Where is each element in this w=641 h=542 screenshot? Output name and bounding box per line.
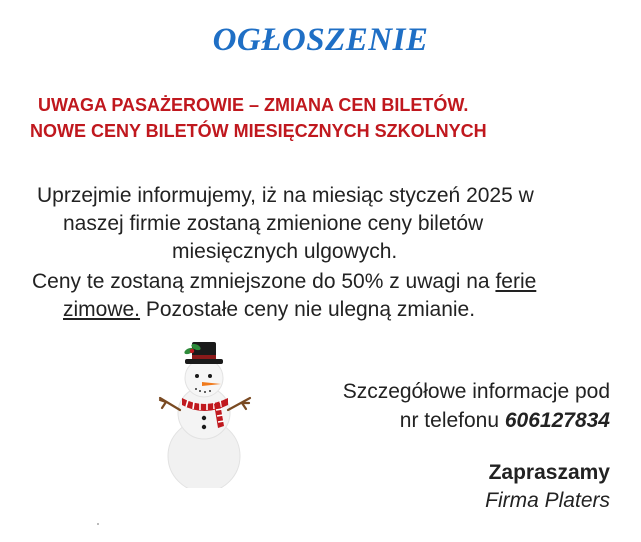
snowman-icon bbox=[152, 338, 262, 488]
phone-line bbox=[400, 409, 610, 433]
page-title: OGŁOSZENIE bbox=[212, 22, 429, 58]
zimowe-text: zimowe. bbox=[63, 298, 141, 321]
body-line-2: naszej firmie zostaną zmienione ceny biletów bbox=[63, 212, 484, 235]
invite-text: Zapraszamy bbox=[488, 461, 610, 484]
phone-label: nr telefonu bbox=[399, 409, 505, 432]
body-line-4 bbox=[32, 270, 536, 294]
body-line-5-text: Pozostałe ceny nie ulegną zmianie. bbox=[140, 298, 476, 321]
body-line-1: Uprzejmie informujemy, iż na miesiąc styczeń 2025 w bbox=[37, 184, 534, 207]
body-line-5 bbox=[63, 298, 475, 322]
speck bbox=[97, 523, 99, 525]
notice-line-2: NOWE CENY BILETÓW MIESIĘCZNYCH SZKOLNYCH bbox=[30, 121, 487, 141]
phone-number: 606127834 bbox=[504, 409, 610, 432]
company-name: Firma Platers bbox=[485, 489, 610, 512]
body-line-4-text: Ceny te zostaną zmniejszone do 50% z uwagi na bbox=[32, 270, 496, 293]
contact-info-line: Szczegółowe informacje pod bbox=[342, 380, 610, 403]
notice-line-1: UWAGA PASAŻEROWIE – ZMIANA CEN BILETÓW. bbox=[38, 95, 469, 115]
body-line-3: miesięcznych ulgowych. bbox=[172, 240, 398, 263]
ferie-text: ferie bbox=[495, 270, 537, 293]
